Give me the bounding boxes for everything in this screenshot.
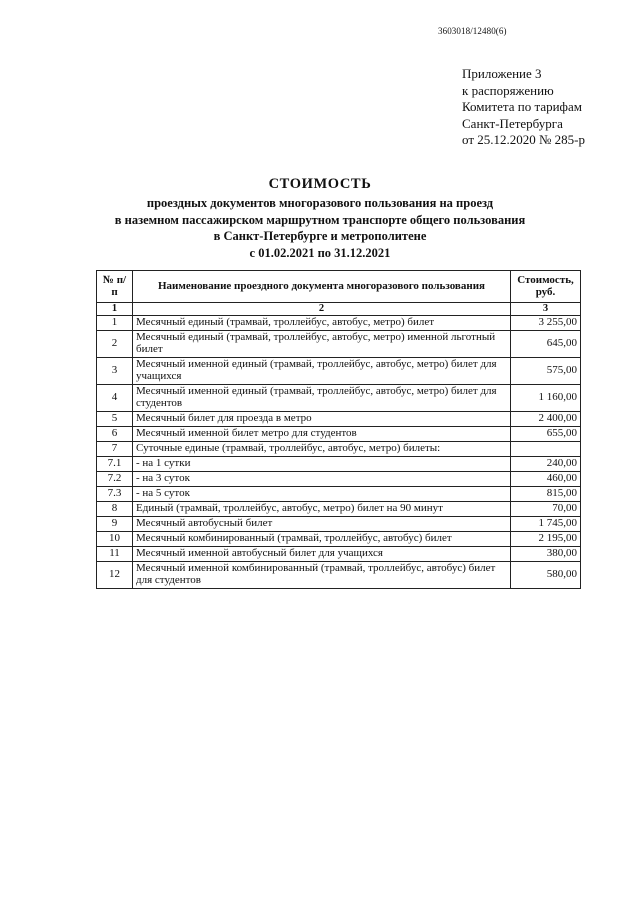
row-number: 4: [97, 384, 133, 411]
appendix-block: [462, 66, 585, 149]
ticket-name: Единый (трамвай, троллейбус, автобус, метро) билет на 90 минут: [133, 501, 511, 516]
document-number: 3603018/12480(6): [438, 26, 507, 36]
appendix-line: Приложение 3: [462, 66, 542, 81]
table-row: [97, 561, 581, 588]
table-header-row: [97, 271, 581, 303]
ticket-name: Суточные единые (трамвай, троллейбус, автобус, метро) билеты:: [133, 441, 511, 456]
header-num: № п/п: [97, 271, 133, 303]
row-number: 7.1: [97, 456, 133, 471]
ticket-name: Месячный именной комбинированный (трамвай, троллейбус, автобус) билет для студентов: [133, 561, 511, 588]
column-index: 1: [97, 303, 133, 316]
ticket-name: - на 5 суток: [133, 486, 511, 501]
ticket-price: 815,00: [511, 486, 581, 501]
ticket-price: [511, 441, 581, 456]
ticket-name: Месячный именной единый (трамвай, троллейбус, автобус, метро) билет для учащихся: [133, 357, 511, 384]
ticket-name: Месячный единый (трамвай, троллейбус, автобус, метро) именной льготный билет: [133, 330, 511, 357]
ticket-price: 1 745,00: [511, 516, 581, 531]
ticket-price: 655,00: [511, 426, 581, 441]
appendix-line: от 25.12.2020 № 285-р: [462, 132, 585, 147]
row-number: 8: [97, 501, 133, 516]
ticket-price: 70,00: [511, 501, 581, 516]
table-row: [97, 330, 581, 357]
table-row: [97, 501, 581, 516]
ticket-name: - на 3 суток: [133, 471, 511, 486]
title-main: СТОИМОСТЬ: [268, 176, 372, 192]
table-row: [97, 411, 581, 426]
table-row: [97, 546, 581, 561]
column-index: 3: [511, 303, 581, 316]
row-number: 11: [97, 546, 133, 561]
column-index-row: [97, 303, 581, 316]
ticket-price: 1 160,00: [511, 384, 581, 411]
ticket-name: - на 1 сутки: [133, 456, 511, 471]
row-number: 1: [97, 315, 133, 330]
ticket-name: Месячный автобусный билет: [133, 516, 511, 531]
title-line: в Санкт-Петербурге и метрополитене: [213, 229, 427, 243]
ticket-name: Месячный именной билет метро для студентов: [133, 426, 511, 441]
table-row: [97, 531, 581, 546]
header-name: Наименование проездного документа многоразового пользования: [133, 271, 511, 303]
row-number: 5: [97, 411, 133, 426]
table-row: [97, 456, 581, 471]
table-row: [97, 441, 581, 456]
row-number: 3: [97, 357, 133, 384]
ticket-price: 3 255,00: [511, 315, 581, 330]
ticket-name: Месячный билет для проезда в метро: [133, 411, 511, 426]
ticket-price: 645,00: [511, 330, 581, 357]
price-table: [96, 270, 581, 589]
row-number: 10: [97, 531, 133, 546]
ticket-name: Месячный именной единый (трамвай, троллейбус, автобус, метро) билет для студентов: [133, 384, 511, 411]
ticket-price: 575,00: [511, 357, 581, 384]
row-number: 7.2: [97, 471, 133, 486]
title-line: проездных документов многоразового пользования на проезд: [146, 196, 494, 210]
ticket-name: Месячный именной автобусный билет для учащихся: [133, 546, 511, 561]
header-price: Стоимость, руб.: [511, 271, 581, 303]
appendix-line: Санкт-Петербурга: [462, 115, 563, 131]
document-title: [80, 175, 560, 261]
appendix-line: к распоряжению: [462, 82, 554, 98]
appendix-line: Комитета по тарифам: [462, 99, 582, 114]
ticket-name: Месячный комбинированный (трамвай, троллейбус, автобус) билет: [133, 531, 511, 546]
row-number: 9: [97, 516, 133, 531]
row-number: 12: [97, 561, 133, 588]
ticket-name: Месячный единый (трамвай, троллейбус, автобус, метро) билет: [133, 315, 511, 330]
table-row: [97, 426, 581, 441]
row-number: 7: [97, 441, 133, 456]
row-number: 7.3: [97, 486, 133, 501]
table-row: [97, 516, 581, 531]
row-number: 2: [97, 330, 133, 357]
ticket-price: 380,00: [511, 546, 581, 561]
row-number: 6: [97, 426, 133, 441]
ticket-price: 240,00: [511, 456, 581, 471]
table-row: [97, 357, 581, 384]
table-body: [97, 315, 581, 588]
ticket-price: 580,00: [511, 561, 581, 588]
ticket-price: 460,00: [511, 471, 581, 486]
table-row: [97, 315, 581, 330]
ticket-price: 2 400,00: [511, 411, 581, 426]
title-line: в наземном пассажирском маршрутном транспорте общего пользования: [114, 212, 526, 227]
table-row: [97, 384, 581, 411]
table-row: [97, 471, 581, 486]
table-row: [97, 486, 581, 501]
ticket-price: 2 195,00: [511, 531, 581, 546]
title-line: с 01.02.2021 по 31.12.2021: [249, 245, 391, 260]
column-index: 2: [133, 303, 511, 316]
